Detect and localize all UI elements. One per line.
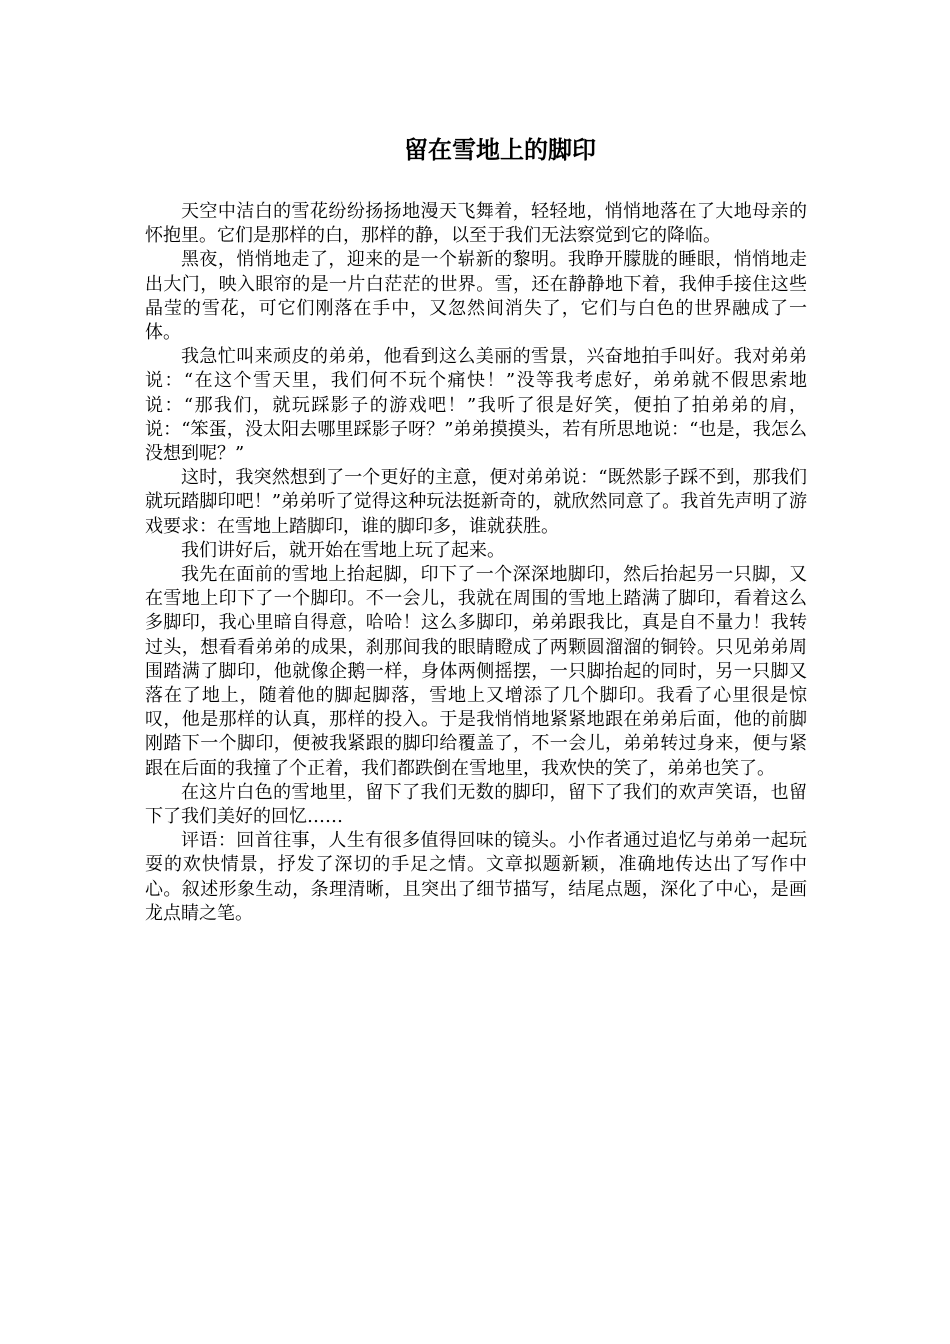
paragraph-3: 我急忙叫来顽皮的弟弟，他看到这么美丽的雪景，兴奋地拍手叫好。我对弟弟说：“在这个雪天里，我们何不玩个痛快！”没等我考虑好，弟弟就不假思索地说：“那我们，就玩踩影子的游戏吧！”我听了很是好笑，便拍了拍弟弟的肩，说：“笨蛋，没太阳去哪里踩影子呀？”弟弟摸摸头，若有所思地说：“也是，我怎么没想到呢？” [145,346,807,465]
paragraph-2: 黑夜，悄悄地走了，迎来的是一个崭新的黎明。我睁开朦胧的睡眼，悄悄地走出大门，映入眼帘的是一片白茫茫的世界。雪，还在静静地下着，我伸手接住这些晶莹的雪花，可它们刚落在手中，又忽然间消失了，它们与白色的世界融成了一体。 [145,249,807,344]
document-title: 留在雪地上的脚印 [404,135,596,164]
commentary-paragraph: 评语：回首往事，人生有很多值得回味的镜头。小作者通过追忆与弟弟一起玩耍的欢快情景，抒发了深切的手足之情。文章拟题新颖，准确地传达出了写作中心。叙述形象生动，条理清晰，且突出了细节描写，结尾点题，深化了中心，是画龙点睛之笔。 [145,830,807,924]
paragraph-7: 在这片白色的雪地里，留下了我们无数的脚印，留下了我们的欢声笑语，也留下了我们美好的回忆…… [145,781,807,828]
paragraph-1: 天空中洁白的雪花纷纷扬扬地漫天飞舞着，轻轻地，悄悄地落在了大地母亲的怀抱里。它们是那样的白，那样的静，以至于我们无法察觉到它的降临。 [145,201,807,247]
paragraph-6: 我先在面前的雪地上抬起脚，印下了一个深深地脚印，然后抬起另一只脚，又在雪地上印下了一个脚印。不一会儿，我就在周围的雪地上踏满了脚印，看着这么多脚印，我心里暗自得意，哈哈！这么多脚印，弟弟跟我比，真是自不量力！我转过头，想看看弟弟的成果，刹那间我的眼睛瞪成了两颗圆溜溜的铜铃。只见弟弟周围踏满了脚印，他就像企鹅一样，身体两侧摇摆，一只脚抬起的同时，另一只脚又落在了地上，随着他的脚起脚落，雪地上又增添了几个脚印。我看了心里很是惊叹，他是那样的认真，那样的投入。于是我悄悄地紧紧地跟在弟弟后面，他的前脚刚踏下一个脚印，便被我紧跟的脚印给覆盖了，不一会儿，弟弟转过身来，便与紧跟在后面的我撞了个正着，我们都跌倒在雪地里，我欢快的笑了，弟弟也笑了。 [145,564,807,779]
document-body [145,200,807,926]
paragraph-4: 这时，我突然想到了一个更好的主意，便对弟弟说：“既然影子踩不到，那我们就玩踏脚印吧！”弟弟听了觉得这种玩法挺新奇的，就欣然同意了。我首先声明了游戏要求：在雪地上踏脚印，谁的脚印多，谁就获胜。 [145,467,807,537]
paragraph-5: 我们讲好后，就开始在雪地上玩了起来。 [181,539,505,561]
